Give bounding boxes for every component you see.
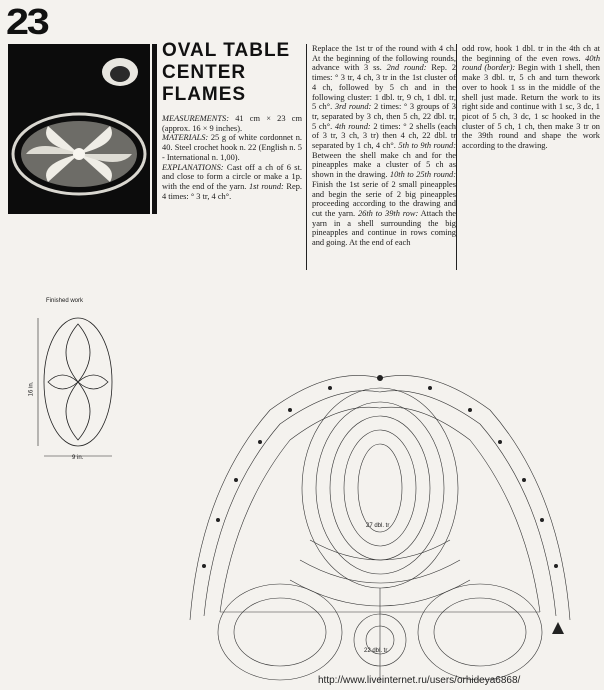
col2-intro: Replace the 1st tr of the round with 4 ch. At the beginning of the following rounds, advance with 3 ss.	[312, 44, 456, 73]
explanations-text: Cast off a ch of 6 st. and close to form a circle or make a 1p. with the end of the yarn.	[162, 162, 302, 191]
round26-label: 26th to 39th row:	[357, 208, 419, 218]
title-bar	[152, 44, 157, 214]
round1-text: Rep. 4 times: ° 3 tr, 4 ch°.	[162, 181, 302, 201]
column-2	[312, 44, 456, 248]
round40-label: 40th round (border):	[462, 53, 601, 73]
column-3	[462, 44, 600, 151]
round10-text: Finish the 1st serie of 2 small pineapples and begin the serie of 2 big pineapples proceeding according to the drawing and cut the yarn.	[312, 179, 456, 218]
measurements-text: 41 cm × 23 cm (approx. 16 × 9 inches).	[162, 114, 302, 133]
round26-text: Attach the yarn in a shell surrounding the big pineapples and continue in rows coming and going. At the end of each	[312, 208, 457, 248]
finished-width-label: 9 in.	[72, 455, 84, 461]
round1-label: 1st round:	[248, 181, 284, 191]
finished-work-schematic	[8, 298, 128, 468]
round2-label: 2nd round:	[386, 63, 427, 73]
round5-text: Between the shell make ch and for the pineapples make a cluster of 5 ch as shown in the drawing.	[312, 150, 456, 180]
column-divider	[306, 44, 307, 270]
round2-text: Rep. 2 times: ° 3 tr, 4 ch, 3 tr in the 1st cluster of 4 ch, followed by 5 ch and in the following cluster: 1 dbl. tr, 9 ch, 1 dbl. tr, 5 ch°.	[312, 63, 457, 112]
round3-text: 2 times: ° 3 groups of 3 tr, separated by 3 ch, then 5 ch, 22 dbl. tr, 5 ch°.	[312, 102, 456, 131]
round3-label: 3rd round:	[334, 102, 372, 112]
doily-photo	[8, 44, 150, 214]
finished-work-title: Finished work	[46, 298, 84, 304]
measurements-label: MEASUREMENTS:	[162, 114, 229, 123]
finished-height-label: 16 in.	[28, 381, 35, 397]
round40-text: Begin with 1 shell, then make 3 dbl. tr, 5 ch and turn thework over to hook 1 ss in the middle of the shell just made. Return the work to its right side and continue with 1 sc, 3 dc, 1 picot of 5 ch, 3 dc, 1 sc hooked in the cluster of 5 ch, 1 ch, then make 3 tr on the 39th round and shape the work according to the drawing.	[462, 63, 600, 151]
col3-intro: odd row, hook 1 dbl. tr in the 4th ch at the beginning of the even rows.	[462, 44, 600, 63]
column-divider	[456, 44, 457, 270]
diagram-label-top: 27 dbl. tr	[366, 523, 390, 529]
round4-text: 2 times: ° 2 shells (each of 3 tr, 3 ch, 3 tr) then 4 ch, 22 dbl. tr separated by 1 ch, 4 ch°.	[312, 121, 456, 151]
page-title: OVAL TABLE CENTER FLAMES	[162, 40, 291, 105]
materials-label: MATERIALS:	[162, 133, 209, 143]
watermark-url: http://www.liveinternet.ru/users/orhideya6868/	[318, 675, 521, 686]
round10-label: 10th to 25th round:	[389, 170, 456, 180]
round4-label: 4th round:	[334, 121, 371, 131]
explanations-label: EXPLANATIONS:	[162, 162, 224, 172]
round5-label: 5th to 9th round:	[398, 141, 457, 151]
diagram-label-bottom: 22 dbl. tr	[364, 648, 388, 654]
page-number: 23	[6, 1, 48, 42]
materials-text: 25 g of white cordonnet n. 40. Steel crochet hook n. 22 (English n. 5 - International n. 1,00).	[162, 133, 302, 162]
column-1	[162, 114, 302, 201]
